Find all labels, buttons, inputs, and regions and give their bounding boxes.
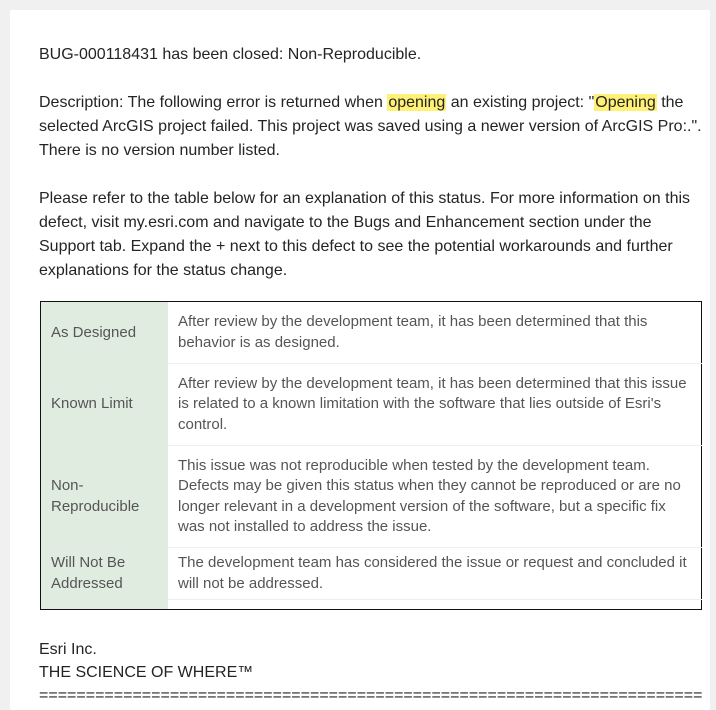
refer-paragraph: Please refer to the table below for an explanation of this status. For more information on this defect, visit my.esri.com and navigate to the Bugs and Enhancement section under the Support tab. Expand the + next to this defect to see the potential workarounds and further explanations for the status change. — [39, 190, 691, 279]
description-text: the selected ArcGIS project failed. This project was saved using a newer version of ArcGIS Pro:.". There is no version number listed. — [39, 94, 702, 159]
status-name: Non-Reproducible — [41, 446, 169, 548]
status-explanation: After review by the development team, it has been determined that this behavior is as designed. — [168, 302, 702, 364]
spacer-cell — [41, 600, 169, 610]
message-content — [39, 43, 709, 707]
table-spacer-row — [41, 600, 702, 610]
table-row — [41, 302, 702, 364]
description-text: Description: The following error is returned when — [39, 94, 388, 111]
status-name: As Designed — [41, 302, 169, 364]
company-name: Esri Inc. — [39, 641, 97, 658]
table-row — [41, 446, 702, 548]
status-name: Known Limit — [41, 364, 169, 446]
search-highlight: Opening — [595, 94, 656, 111]
spacer-cell — [168, 600, 702, 610]
status-explanation: After review by the development team, it has been determined that this issue is related to a known limitation with the software that lies outside of Esri's control. — [168, 364, 702, 446]
description — [39, 91, 709, 163]
email-body — [10, 10, 710, 710]
search-highlight: opening — [388, 94, 446, 111]
table-row — [41, 548, 702, 600]
status-explanation: The development team has considered the issue or request and concluded it will not be addressed. — [168, 548, 702, 600]
signature — [39, 638, 709, 707]
status-name: Will Not Be Addressed — [41, 548, 169, 600]
status-explanation: This issue was not reproducible when tested by the development team. Defects may be given this status when they cannot be reproduced or are no longer relevant in a development version of the software, but a specific fix was not installed to address the issue. — [168, 446, 702, 548]
status-table — [40, 301, 702, 610]
separator-line: ======================================================================= — [39, 687, 703, 704]
description-text: an existing project: " — [446, 94, 595, 111]
table-row — [41, 364, 702, 446]
closed-notice: BUG-000118431 has been closed: Non-Reproducible. — [39, 46, 422, 63]
tagline: THE SCIENCE OF WHERE™ — [39, 664, 254, 681]
